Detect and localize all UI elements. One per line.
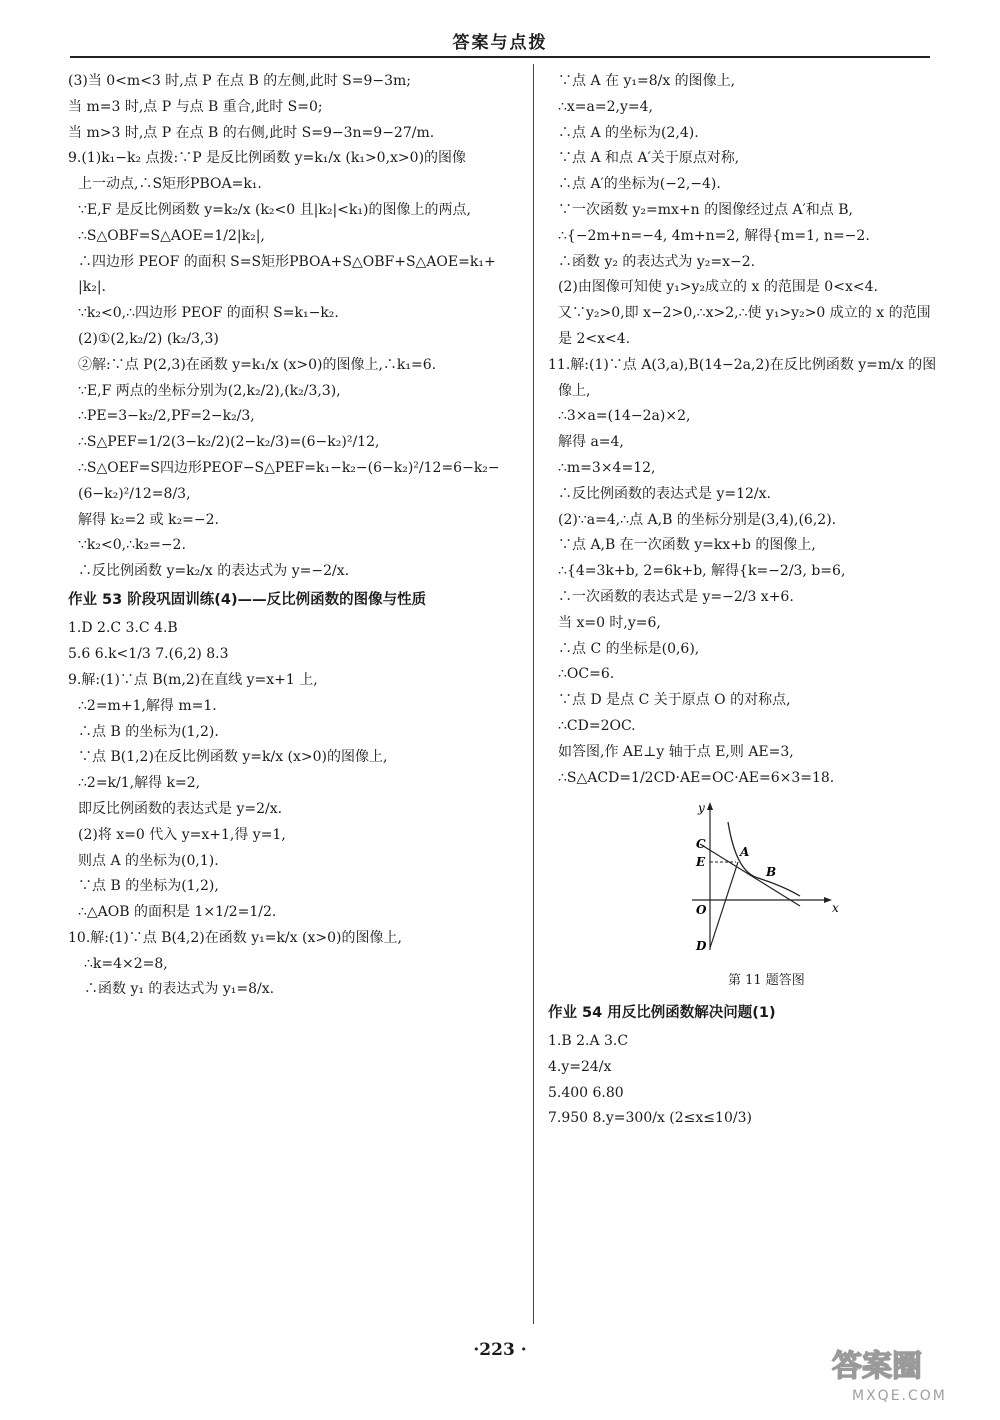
answer-line: ∴点 C 的坐标是(0,6),	[558, 640, 700, 657]
answer-line: 1.B 2.A 3.C	[548, 1033, 629, 1050]
answer-line: (3)当 0<m<3 时,点 P 在点 B 的左侧,此时 S=9−3m;	[68, 73, 411, 89]
answer-line: ∵点 D 是点 C 关于原点 O 的对称点,	[558, 692, 791, 709]
figure-caption: 第 11 题答图	[728, 973, 805, 989]
answer-line: ∵点 A 在 y₁=8/x 的图像上,	[558, 73, 736, 89]
y-axis-arrow	[707, 802, 713, 810]
left-column	[68, 68, 520, 1002]
answer-line: (2)将 x=0 代入 y=x+1,得 y=1,	[78, 826, 286, 843]
answer-line: (2)∵a=4,∴点 A,B 的坐标分别是(3,4),(6,2).	[558, 511, 837, 528]
answer-line: 即反比例函数的表达式是 y=2/x.	[78, 800, 283, 817]
line-cd	[700, 844, 800, 906]
answer-line: ∴点 A′的坐标为(−2,−4).	[558, 176, 721, 193]
answer-line: ∵k₂<0,∴k₂=−2.	[78, 537, 186, 554]
answer-line: ∴反比例函数 y=k₂/x 的表达式为 y=−2/x.	[78, 563, 350, 580]
answer-figure-11	[688, 800, 848, 960]
answer-line: 11.解:(1)∵点 A(3,a),B(14−2a,2)在反比例函数 y=m/x 的图	[548, 356, 937, 373]
answer-line: ∴点 B 的坐标为(1,2).	[78, 723, 219, 740]
answer-line: 10.解:(1)∵点 B(4,2)在函数 y₁=k/x (x>0)的图像上,	[68, 929, 402, 946]
answer-line: ∴点 A 的坐标为(2,4).	[558, 124, 699, 141]
answer-line: ∴k=4×2=8,	[84, 955, 168, 972]
answer-line: 1.D 2.C 3.C 4.B	[68, 620, 178, 637]
answer-line: 4.y=24/x	[548, 1058, 612, 1075]
answer-line: 5.6 6.k<1/3 7.(6,2) 8.3	[68, 646, 229, 663]
header-rule	[70, 56, 930, 58]
label-e: E	[696, 855, 706, 870]
answer-line: ∴S△ACD=1/2CD·AE=OC·AE=6×3=18.	[558, 769, 835, 786]
answer-line: ∴3×a=(14−2a)×2,	[558, 408, 691, 425]
answer-line: ∵E,F 是反比例函数 y=k₂/x (k₂<0 且|k₂|<k₁)的图像上的两点,	[78, 201, 471, 218]
column-divider	[533, 64, 534, 1324]
watermark-text: 答案圈	[832, 1349, 922, 1384]
answer-line: 上一动点,∴S矩形PBOA=k₁.	[78, 176, 262, 193]
right-column	[548, 68, 988, 1131]
answer-line: 又∵y₂>0,即 x−2>0,∴x>2,∴使 y₁>y₂>0 成立的 x 的范围	[558, 305, 931, 322]
answer-line: ∴S△OEF=S四边形PEOF−S△PEF=k₁−k₂−(6−k₂)²/12=6−k₂−	[78, 459, 500, 476]
answer-line: 像上,	[558, 382, 591, 399]
answer-line: ∴x=a=2,y=4,	[558, 98, 653, 115]
watermark-logo	[826, 1336, 976, 1406]
answer-line: 9.(1)k₁−k₂ 点拨:∵P 是反比例函数 y=k₁/x (k₁>0,x>0)的图像	[68, 150, 467, 167]
answer-line: 解得 k₂=2 或 k₂=−2.	[78, 511, 219, 528]
label-a: A	[740, 845, 750, 860]
hyperbola-curve	[728, 822, 800, 896]
answer-line: (2)由图像可知使 y₁>y₂成立的 x 的范围是 0<x<4.	[558, 279, 878, 296]
label-o: O	[696, 903, 707, 918]
answer-line: ∴2=k/1,解得 k=2,	[78, 775, 201, 792]
watermark-subtext: MXQE.COM	[852, 1388, 947, 1404]
answer-line: ②解:∵点 P(2,3)在函数 y=k₁/x (x>0)的图像上,∴k₁=6.	[78, 356, 437, 373]
answer-line: ∴函数 y₂ 的表达式为 y₂=x−2.	[558, 253, 756, 270]
answer-line: ∴反比例函数的表达式是 y=12/x.	[558, 485, 771, 502]
answer-line: ∴函数 y₁ 的表达式为 y₁=8/x.	[84, 981, 275, 998]
running-header: 答案与点拨	[452, 33, 548, 53]
answer-line: (2)①(2,k₂/2) (k₂/3,3)	[78, 330, 219, 347]
answer-line: ∴CD=2OC.	[558, 717, 636, 734]
answer-line: 当 x=0 时,y=6,	[558, 614, 661, 631]
answer-line: |k₂|.	[78, 279, 106, 296]
answer-line: ∵k₂<0,∴四边形 PEOF 的面积 S=k₁−k₂.	[78, 305, 339, 322]
label-c: C	[696, 837, 706, 852]
answer-line: 如答图,作 AE⊥y 轴于点 E,则 AE=3,	[558, 743, 794, 760]
label-d: D	[696, 939, 707, 954]
answer-line: (6−k₂)²/12=8/3,	[78, 485, 191, 502]
answer-line: ∴{−2m+n=−4, 4m+n=2, 解得{m=1, n=−2.	[558, 227, 870, 244]
label-b: B	[766, 865, 777, 880]
answer-line: ∵点 B 的坐标为(1,2),	[78, 878, 219, 895]
answer-line: ∵点 A,B 在一次函数 y=kx+b 的图像上,	[558, 537, 816, 554]
answer-line: ∴S△PEF=1/2(3−k₂/2)(2−k₂/3)=(6−k₂)²/12,	[78, 434, 380, 451]
label-y: y	[698, 801, 705, 816]
answer-line: ∴2=m+1,解得 m=1.	[78, 697, 217, 714]
x-axis-arrow	[824, 897, 832, 903]
answer-line: 解得 a=4,	[558, 434, 624, 451]
answer-line: ∵一次函数 y₂=mx+n 的图像经过点 A′和点 B,	[558, 201, 853, 218]
answer-line: 5.400 6.80	[548, 1084, 624, 1101]
answer-line: ∵E,F 两点的坐标分别为(2,k₂/2),(k₂/3,3),	[78, 382, 341, 399]
section-heading: 作业 54 用反比例函数解决问题(1)	[548, 1004, 776, 1021]
answer-line: 9.解:(1)∵点 B(m,2)在直线 y=x+1 上,	[68, 671, 318, 688]
answer-line: ∴{4=3k+b, 2=6k+b, 解得{k=−2/3, b=6,	[558, 563, 846, 580]
answer-line: 7.950 8.y=300/x (2≤x≤10/3)	[548, 1110, 752, 1127]
answer-line: ∵点 B(1,2)在反比例函数 y=k/x (x>0)的图像上,	[78, 749, 388, 766]
label-x: x	[832, 901, 839, 916]
answer-line: ∴四边形 PEOF 的面积 S=S矩形PBOA+S△OBF+S△AOE=k₁+	[78, 253, 496, 270]
section-heading: 作业 53 阶段巩固训练(4)——反比例函数的图像与性质	[68, 591, 427, 608]
answer-line: ∴m=3×4=12,	[558, 459, 656, 476]
answer-line: ∴PE=3−k₂/2,PF=2−k₂/3,	[78, 408, 255, 425]
answer-line: ∴△AOB 的面积是 1×1/2=1/2.	[78, 904, 277, 921]
line-ad	[710, 862, 738, 948]
answer-line: ∵点 A 和点 A′关于原点对称,	[558, 150, 740, 167]
answer-line: 当 m>3 时,点 P 在点 B 的右侧,此时 S=9−3n=9−27/m.	[68, 124, 435, 141]
answer-line: 是 2<x<4.	[558, 330, 631, 347]
answer-line: ∴S△OBF=S△AOE=1/2|k₂|,	[78, 227, 265, 244]
answer-line: 则点 A 的坐标为(0,1).	[78, 852, 219, 869]
page-number: ·223 ·	[473, 1340, 527, 1360]
answer-line: 当 m=3 时,点 P 与点 B 重合,此时 S=0;	[68, 98, 323, 115]
answer-line: ∴一次函数的表达式是 y=−2/3 x+6.	[558, 588, 794, 605]
answer-line: ∴OC=6.	[558, 666, 615, 683]
